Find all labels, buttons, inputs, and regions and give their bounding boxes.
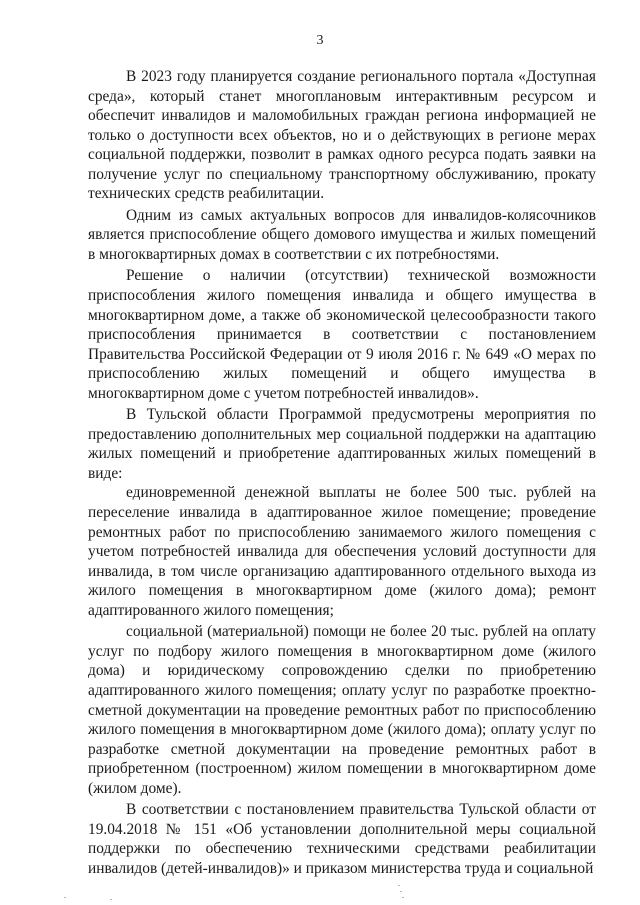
- paragraph-portal: В 2023 году планируется создание регионального портала «Доступная среда», который станет многоплановым интерактивным ресурсом и обеспечит инвалидов и маломобильных граждан региона информацией не только о доступности всех объектов, но и о действующих в регионе мерах социальной поддержки, позволит в рамках одного ресурса подать заявки на получение услуг по специальному транспортному обслуживанию, прокату технических средств реабилитации.: [88, 68, 596, 203]
- scan-artifacts: [0, 875, 640, 905]
- scan-speck: [400, 891, 402, 892]
- paragraph-wheelchair-users: Одним из самых актуальных вопросов для инвалидов-колясочников является приспособление общего домового имущества и жилых помещений в многоквартирных домах в соответствии с их потребностями.: [88, 206, 596, 263]
- paragraph-lump-sum-payment: единовременной денежной выплаты не более 500 тыс. рублей на переселение инвалида в адаптированное жилое помещение; проведение ремонтных работ по приспособлению занимаемого жилого помещения с учетом потребностей инвалида для обеспечения условий доступности для инвалида, в том числе организацию адаптированного отдельного выхода из жилого помещения в многоквартирном доме (жилого дома); ремонт адаптированного жилого помещения;: [88, 484, 596, 619]
- scan-speck: [402, 897, 404, 898]
- document-body: [88, 67, 596, 880]
- paragraph-social-assistance: социальной (материальной) помощи не более 20 тыс. рублей на оплату услуг по подбору жилого помещения в многоквартирном доме (жилого дома) и юридическому сопровождению сделки по приобретению адаптированного жилого помещения; оплату услуг по разработке проектно-сметной документации на проведение ремонтных работ по приспособлению жилого помещения в многоквартирном доме (жилого дома); оплату услуг по разработке сметной документации на проведение ремонтных работ в приобретенном (построенном) жилом помещении в многоквартирном доме (жилом доме).: [88, 623, 596, 797]
- scan-speck: [398, 885, 400, 886]
- paragraph-tula-resolution: В соответствии с постановлением правительства Тульской области от 19.04.2018 № 151 «Об установлении дополнительной меры социальной поддержки по обеспечению техническими средствами реабилитации инвалидов (детей-инвалидов)» и приказом министерства труда и социальной: [88, 801, 596, 877]
- page-number: 3: [316, 33, 324, 48]
- paragraph-adaptation-decision: Решение о наличии (отсутствии) технической возможности приспособления жилого помещения инвалида и общего имущества в многоквартирном доме, а также об экономической целесообразности такого приспособления принимается в соответствии с постановлением Правительства Российской Федерации от 9 июля 2016 г. № 649 «О мерах по приспособлению жилых помещений и общего имущества в многоквартирном доме с учетом потребностей инвалидов».: [88, 267, 596, 402]
- paragraph-tula-program: В Тульской области Программой предусмотрены мероприятия по предоставлению дополнительных мер социальной поддержки на адаптацию жилых помещений и приобретение адаптированных жилых помещений в виде:: [88, 406, 596, 482]
- scan-speck: [110, 899, 112, 900]
- scan-speck: [64, 897, 66, 898]
